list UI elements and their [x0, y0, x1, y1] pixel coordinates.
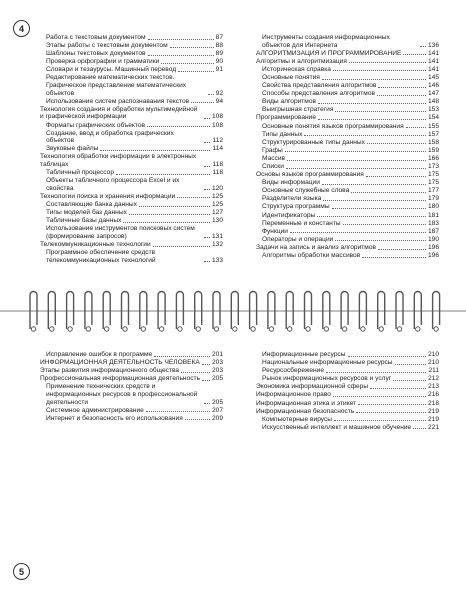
toc-entry-page: 210 — [427, 359, 439, 367]
toc-entry-title: Объекты табличного процессора Excel и их свойства — [46, 177, 180, 192]
dot-leader — [153, 246, 210, 247]
toc-entry-page: 112 — [212, 137, 223, 145]
toc-entry — [256, 114, 439, 122]
toc-entry-title: Свойства представления алгоритмов — [262, 82, 377, 90]
toc-entry-title: Операторы и операции — [262, 235, 334, 243]
toc-entry-title: Рынок информационных ресурсов и услуг — [262, 375, 392, 383]
toc-entry — [40, 415, 223, 423]
toc-entry-title: Редактирование математических текстов. Графическое представление математических объектов — [46, 74, 187, 97]
dot-leader — [333, 70, 426, 71]
toc-entry — [256, 131, 439, 139]
toc-entry-title: Инструменты создания информационных объектов для Интернета — [262, 34, 390, 49]
toc-entry-title: Форматы графических объектов — [46, 121, 146, 129]
toc-entry-page: 147 — [427, 90, 439, 98]
toc-entry-page: 180 — [427, 203, 439, 211]
toc-entry-page: 94 — [215, 97, 223, 105]
toc-entry — [40, 42, 223, 50]
dot-leader — [358, 404, 426, 405]
dot-leader — [202, 380, 210, 381]
toc-entry — [256, 367, 439, 375]
toc-entry-page: 158 — [427, 138, 439, 146]
toc-entry — [256, 34, 439, 49]
dot-leader — [420, 46, 426, 47]
toc-entry-title: Использование систем распознавания текстов — [46, 97, 190, 105]
dot-leader — [177, 197, 210, 198]
toc-entry-page: 175 — [427, 179, 439, 187]
toc-entry-page: 120 — [211, 184, 223, 192]
toc-entry-page: 114 — [212, 145, 223, 153]
toc-entry-title: Основные служебные слова — [262, 187, 350, 195]
dot-leader — [322, 79, 426, 80]
toc-entry-page: 173 — [427, 163, 439, 170]
dot-leader — [349, 62, 426, 63]
toc-entry-page: 166 — [427, 154, 439, 162]
toc-entry-title: Виды алгоритмов — [262, 98, 317, 106]
toc-entry-title: Технология обработки информации в электронных таблицах — [40, 153, 197, 168]
dot-leader — [116, 174, 210, 175]
toc-entry-title: АЛГОРИТМИЗАЦИЯ И ПРОГРАММИРОВАНИЕ — [256, 49, 402, 57]
toc-entry — [40, 383, 223, 406]
toc-entry-title: Информационная этика и этикет — [256, 399, 357, 407]
toc-entry-page: 118 — [212, 161, 223, 168]
toc-entry — [256, 147, 439, 155]
toc-entry — [40, 201, 223, 209]
toc-entry-page: 108 — [211, 113, 223, 121]
dot-leader — [202, 364, 210, 365]
toc-entry-title: Телекоммуникационные технологии — [40, 240, 151, 248]
toc-entry-page: 141 — [427, 49, 439, 57]
toc-entry-title: Информационное право — [256, 391, 331, 399]
dot-leader — [123, 222, 210, 223]
dot-leader — [332, 208, 426, 209]
toc-entry — [40, 98, 223, 106]
toc-entry — [40, 50, 223, 58]
dot-leader — [333, 396, 426, 397]
toc-entry — [256, 416, 439, 424]
dot-leader — [170, 47, 214, 48]
toc-entry — [40, 193, 223, 201]
dot-leader — [370, 388, 426, 389]
toc-entry-page: 136 — [427, 41, 439, 49]
toc-entry — [256, 82, 439, 90]
toc-entry — [40, 359, 223, 367]
dot-leader — [318, 103, 426, 104]
toc-entry — [256, 220, 439, 228]
toc-entry-page: 125 — [211, 200, 223, 208]
toc-entry-title: Способы представления алгоритмов — [262, 90, 376, 98]
toc-entry-title: Основы языков программирования — [256, 171, 364, 179]
toc-entry-page: 196 — [427, 243, 439, 251]
toc-entry-page: 91 — [215, 66, 223, 74]
toc-entry — [256, 383, 439, 391]
toc-column-bottom-right — [256, 351, 439, 432]
toc-entry — [256, 236, 439, 244]
toc-entry-page: 159 — [427, 146, 439, 154]
dot-leader — [204, 261, 210, 262]
dot-leader — [191, 102, 214, 103]
toc-entry-title: Алгоритмы и алгоритмизация — [256, 57, 347, 65]
toc-entry — [256, 155, 439, 163]
toc-entry — [256, 179, 439, 187]
toc-entry — [40, 34, 223, 42]
dot-leader — [356, 412, 426, 413]
dot-leader — [334, 420, 426, 421]
dot-leader — [351, 192, 426, 193]
toc-entry — [256, 203, 439, 211]
toc-entry — [256, 90, 439, 98]
dot-leader — [287, 160, 426, 161]
toc-entry-title: Списки — [262, 163, 284, 170]
toc-entry — [256, 252, 439, 260]
toc-entry — [256, 359, 439, 367]
toc-entry-title: Типы данных — [262, 130, 303, 138]
page-number-bottom: 5 — [13, 563, 30, 580]
toc-entry-title: Технологии поиска и хранения информации — [40, 192, 176, 200]
dot-leader — [285, 151, 426, 152]
dot-leader — [181, 372, 210, 373]
dot-leader — [323, 200, 426, 201]
toc-entry-title: Системное администрирование — [46, 406, 144, 414]
toc-entry — [256, 58, 439, 66]
toc-entry-page: 108 — [211, 121, 223, 129]
dot-leader — [318, 119, 426, 120]
toc-entry — [40, 177, 223, 192]
toc-entry-page: 131 — [211, 232, 223, 240]
toc-entry-page: 179 — [427, 195, 439, 203]
toc-entry — [256, 106, 439, 114]
toc-entry-page: 127 — [211, 209, 223, 217]
dot-leader — [366, 176, 426, 177]
toc-entry — [256, 408, 439, 416]
toc-entry-page: 213 — [427, 383, 439, 391]
toc-entry-title: Информационная безопасность — [256, 407, 355, 415]
toc-entry-title: Типы моделей баз данных — [46, 209, 127, 217]
toc-entry-title: Разделители языка — [262, 195, 322, 203]
toc-entry-page: 205 — [211, 398, 223, 406]
toc-entry-page: 211 — [428, 367, 439, 375]
toc-entry — [256, 424, 439, 432]
dot-leader — [393, 380, 426, 381]
dot-leader — [413, 428, 426, 429]
toc-entry-page: 205 — [211, 375, 223, 383]
toc-entry-page: 133 — [211, 256, 223, 264]
dot-leader — [335, 240, 426, 241]
toc-entry — [40, 106, 223, 121]
dot-leader — [204, 237, 210, 238]
toc-entry — [40, 169, 223, 177]
dot-leader — [161, 63, 213, 64]
toc-entry — [256, 351, 439, 359]
toc-entry — [40, 145, 223, 153]
dot-leader — [326, 372, 426, 373]
toc-entry-page: 118 — [212, 169, 223, 177]
toc-entry — [40, 225, 223, 240]
toc-entry-title: Виды информации — [262, 179, 320, 187]
toc-entry-title: Технология создания и обработки мультимедийной и графической информации — [40, 105, 198, 121]
toc-entry-page: 210 — [427, 351, 439, 358]
toc-entry-title: Основные понятия языков программирования — [262, 122, 404, 130]
toc-entry — [40, 407, 223, 415]
toc-entry-title: Национальные информационные ресурсы — [262, 359, 393, 367]
toc-entry-title: Создание, ввод и обработка графических объектов — [46, 129, 174, 145]
toc-entry-page: 183 — [427, 219, 439, 227]
dot-leader — [395, 364, 426, 365]
toc-entry-title: Составляющие банка данных — [46, 200, 137, 208]
toc-entry-title: Структура программы — [262, 203, 330, 211]
dot-leader — [322, 184, 426, 185]
dot-leader — [286, 168, 426, 169]
dot-leader — [204, 118, 210, 119]
toc-entry — [256, 171, 439, 179]
toc-entry — [256, 74, 439, 82]
toc-entry-page: 201 — [211, 351, 223, 358]
toc-entry-page: 212 — [427, 375, 439, 383]
toc-entry-title: Словари и тезаурусы. Машинный перевод — [46, 66, 177, 74]
toc-entry-page: 187 — [427, 227, 439, 235]
toc-entry-page: 219 — [427, 407, 439, 415]
toc-entry — [256, 187, 439, 195]
toc-entry-page: 88 — [215, 42, 223, 50]
toc-entry-title: Переменные и константы — [262, 219, 341, 227]
dot-leader — [377, 95, 426, 96]
toc-entry — [40, 241, 223, 249]
toc-entry — [256, 228, 439, 236]
toc-entry-title: Программное обеспечение средств телекоммуникационных технологий — [46, 249, 156, 264]
toc-entry-title: Основные понятия — [262, 73, 320, 81]
toc-entry-page: 125 — [211, 192, 223, 200]
dot-leader — [317, 216, 426, 217]
toc-entry — [40, 367, 223, 375]
dot-leader — [406, 127, 426, 128]
toc-entry — [256, 66, 439, 74]
toc-entry-title: Этапы развития информационного общества — [40, 367, 180, 375]
toc-entry — [256, 212, 439, 220]
toc-entry-page: 153 — [427, 106, 439, 114]
toc-entry-page: 203 — [211, 367, 223, 375]
dot-leader — [403, 54, 426, 55]
toc-entry — [40, 58, 223, 66]
toc-entry — [256, 400, 439, 408]
toc-entry-title: Табличный процессор — [46, 169, 115, 177]
dot-leader — [335, 111, 426, 112]
toc-entry-title: Проверка орфографии и грамматики — [46, 58, 160, 66]
toc-column-bottom-left — [40, 351, 223, 423]
toc-entry-page: 146 — [427, 82, 439, 90]
dot-leader — [148, 39, 214, 40]
toc-entry-title: ИНФОРМАЦИОННАЯ ДЕЯТЕЛЬНОСТЬ ЧЕЛОВЕКА — [40, 359, 200, 367]
toc-entry-title: Информационные ресурсы — [262, 351, 346, 358]
toc-entry-title: Историческая справка — [262, 65, 331, 73]
toc-entry-title: Табличные базы данных — [46, 217, 122, 225]
spiral-binding — [0, 285, 466, 335]
toc-entry — [256, 375, 439, 383]
toc-entry-page: 148 — [427, 98, 439, 106]
toc-entry-title: Применение технических средств и информационных ресурсов в профессиональной деятельности — [46, 383, 198, 406]
toc-entry-page: 87 — [215, 34, 223, 41]
dot-leader — [208, 94, 214, 95]
page-number-top: 4 — [13, 20, 30, 37]
dot-leader — [204, 142, 210, 143]
toc-entry — [256, 195, 439, 203]
toc-entry-page: 219 — [427, 415, 439, 423]
toc-entry — [40, 249, 223, 264]
toc-entry-page: 155 — [427, 122, 439, 130]
dot-leader — [139, 206, 210, 207]
toc-entry-title: Массив — [262, 154, 286, 162]
toc-entry-title: Графы — [262, 146, 283, 154]
toc-entry-title: Идентификаторы — [262, 211, 316, 219]
toc-entry-page: 154 — [427, 114, 439, 122]
toc-entry-title: Этапы работы с текстовым документом — [46, 42, 168, 50]
toc-entry — [40, 130, 223, 145]
toc-entry-page: 181 — [427, 211, 439, 219]
toc-entry-title: Задачи на запись и анализ алгоритмов — [256, 243, 377, 251]
toc-entry — [40, 153, 223, 168]
toc-entry-page: 216 — [427, 391, 439, 399]
dot-leader — [204, 189, 210, 190]
toc-entry-page: 90 — [215, 58, 223, 66]
toc-entry — [256, 123, 439, 131]
toc-entry — [256, 98, 439, 106]
toc-entry — [256, 244, 439, 252]
toc-entry-page: 89 — [215, 50, 223, 58]
toc-entry — [40, 122, 223, 130]
dot-leader — [129, 214, 210, 215]
toc-entry-page: 175 — [427, 171, 439, 179]
toc-entry — [40, 217, 223, 225]
toc-entry — [40, 74, 223, 97]
toc-entry-title: Программирование — [256, 114, 316, 122]
toc-entry — [256, 163, 439, 171]
toc-entry-title: Функции — [262, 227, 288, 235]
toc-entry-title: Экономика информационной сферы — [256, 383, 369, 391]
toc-column-top-left — [40, 34, 223, 265]
dot-leader — [348, 356, 426, 357]
toc-entry-title: Структурированные типы данных — [262, 138, 365, 146]
toc-entry-page: 157 — [427, 130, 439, 138]
dot-leader — [343, 224, 426, 225]
toc-entry — [40, 351, 223, 359]
toc-column-top-right — [256, 34, 439, 260]
toc-entry-page: 177 — [427, 187, 439, 195]
dot-leader — [378, 87, 426, 88]
toc-entry-page: 141 — [427, 57, 439, 65]
toc-entry-page: 209 — [211, 414, 223, 422]
toc-entry — [40, 66, 223, 74]
toc-entry — [256, 139, 439, 147]
toc-entry-title: Интернет и безопасность его использования — [46, 414, 183, 422]
dot-leader — [147, 126, 210, 127]
toc-entry-page: 190 — [427, 235, 439, 243]
dot-leader — [178, 71, 214, 72]
toc-entry — [40, 209, 223, 217]
toc-entry-title: Выигрышная стратегия — [262, 106, 334, 114]
dot-leader — [304, 135, 426, 136]
dot-leader — [378, 249, 426, 250]
dot-leader — [204, 403, 210, 404]
toc-entry-page: 218 — [427, 399, 439, 407]
dot-leader — [185, 419, 210, 420]
toc-entry-page: 141 — [427, 65, 439, 73]
toc-entry-page: 130 — [211, 217, 223, 225]
toc-entry — [256, 50, 439, 58]
dot-leader — [290, 232, 426, 233]
toc-entry-title: Исправление ошибок в программе — [46, 351, 153, 358]
toc-entry — [256, 391, 439, 399]
toc-entry-title: Звуковые файлы — [46, 145, 99, 153]
dot-leader — [154, 356, 210, 357]
dot-leader — [362, 257, 426, 258]
dot-leader — [148, 55, 214, 56]
toc-entry-title: Использование инструментов поисковых систем (формирование запросов) — [46, 225, 195, 240]
toc-entry-page: 196 — [427, 252, 439, 260]
toc-entry-page: 207 — [211, 406, 223, 414]
toc-entry-title: Алгоритмы обработки массивов — [262, 252, 361, 260]
toc-entry-page: 145 — [427, 73, 439, 81]
toc-entry-page: 221 — [427, 423, 439, 431]
toc-entry-title: Ресурсосбережение — [262, 367, 324, 375]
toc-entry-title: Компьютерные вирусы — [262, 415, 333, 423]
toc-entry-page: 132 — [211, 240, 223, 248]
toc-entry-title: Работа с текстовым документом — [46, 34, 146, 41]
toc-entry-page: 203 — [211, 359, 223, 367]
dot-leader — [367, 143, 426, 144]
dot-leader — [146, 411, 210, 412]
toc-entry-title: Искусственный интеллект и машинное обучение — [262, 423, 412, 431]
dot-leader — [100, 150, 210, 151]
dot-leader — [204, 166, 210, 167]
toc-entry-title: Шаблоны текстовых документов — [46, 50, 146, 58]
toc-entry — [40, 375, 223, 383]
toc-entry-title: Профессиональная информационная деятельность — [40, 375, 200, 383]
toc-entry-page: 92 — [215, 89, 223, 97]
